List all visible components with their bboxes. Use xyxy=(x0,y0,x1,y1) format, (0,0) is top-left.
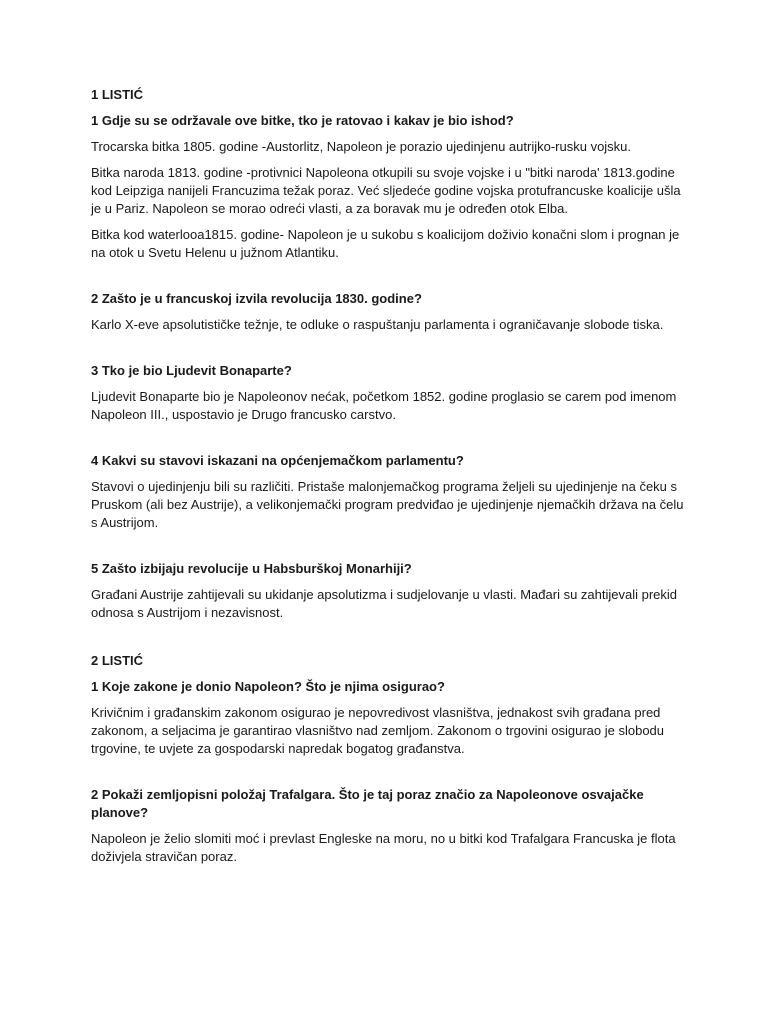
sheet-2-question-2: 2 Pokaži zemljopisni položaj Trafalgara. Što je taj poraz značio za Napoleonove osvajačke planove? xyxy=(91,787,644,820)
sheet-1-answer-2: Karlo X-eve apsolutističke težnje, te odluke o raspuštanju parlamenta i ograničavanje slobode tiska. xyxy=(91,317,664,332)
sheet-2-title: 2 LISTIĆ xyxy=(91,653,144,668)
sheet-1-title: 1 LISTIĆ xyxy=(91,87,144,102)
sheet-2-answer-2: Napoleon je želio slomiti moć i prevlast Engleske na moru, no u bitki kod Trafalgara Francuska je flota doživjela stravičan poraz. xyxy=(91,831,676,864)
sheet-1-answer-1a: Trocarska bitka 1805. godine -Austorlitz, Napoleon je porazio ujedinjenu autrijko-rusku vojsku. xyxy=(91,139,632,154)
sheet-1-question-5: 5 Zašto izbijaju revolucije u Habsburškoj Monarhiji? xyxy=(91,561,412,576)
sheet-1-question-1: 1 Gdje su se održavale ove bitke, tko je ratovao i kakav je bio ishod? xyxy=(91,113,514,128)
sheet-1-answer-5: Građani Austrije zahtijevali su ukidanje apsolutizma i sudjelovanje u vlasti. Mađari su zahtijevali prekid odnosa s Austrijom i nezavisnost. xyxy=(91,587,678,620)
sheet-1-question-4: 4 Kakvi su stavovi iskazani na općenjemačkom parlamentu? xyxy=(91,453,464,468)
sheet-1-question-3: 3 Tko je bio Ljudevit Bonaparte? xyxy=(91,363,292,378)
sheet-1-answer-3: Ljudevit Bonaparte bio je Napoleonov nećak, početkom 1852. godine proglasio se carem pod imenom Napoleon III., uspostavio je Drugo francusko carstvo. xyxy=(91,389,677,422)
document-page xyxy=(91,86,691,866)
sheet-1-question-2: 2 Zašto je u francuskoj izvila revolucija 1830. godine? xyxy=(91,291,422,306)
sheet-1-answer-1b: Bitka naroda 1813. godine -protivnici Napoleona otkupili su svoje vojske i u "bitki naroda' 1813.godine kod Leipziga nanijeli Francuzima težak poraz. Već sljedeće godine vojska protufrancuske koalicije ušla je u Pariz. Napoleon se morao odreći vlasti, a za boravak mu je određen otok Elba. xyxy=(91,165,681,216)
sheet-1-answer-4: Stavovi o ujedinjenju bili su različiti. Pristaše malonjemačkog programa željeli su ujedinjenje na čeku s Pruskom (ali bez Austrije), a velikonjemački program predviđao je ujedinjenje njemačkih država na čelu s Austrijom. xyxy=(91,479,684,530)
sheet-2-answer-1: Krivičnim i građanskim zakonom osigurao je nepovredivost vlasništva, jednakost svih građana pred zakonom, a seljacima je garantirao vlasništvo nad zemljom. Zakonom o trgovini osigurao je slobodu trgovine, te uvjete za gospodarski napredak bogatog građanstva. xyxy=(91,705,665,756)
sheet-1-answer-1c: Bitka kod waterlooa1815. godine- Napoleon je u sukobu s koalicijom doživio konačni slom i prognan je na otok u Svetu Helenu u južnom Atlantiku. xyxy=(91,227,680,260)
sheet-2-question-1: 1 Koje zakone je donio Napoleon? Što je njima osigurao? xyxy=(91,679,445,694)
